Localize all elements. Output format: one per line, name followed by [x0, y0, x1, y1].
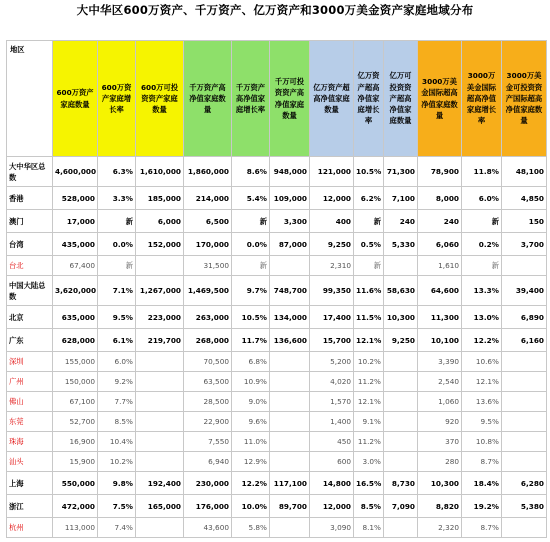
value-cell: 10.9%	[232, 372, 270, 392]
value-cell: 11.8%	[462, 157, 502, 187]
value-cell: 新	[232, 256, 270, 276]
value-cell: 6.0%	[462, 187, 502, 210]
value-cell: 19.2%	[462, 495, 502, 518]
value-cell	[384, 412, 418, 432]
value-cell: 87,000	[270, 233, 310, 256]
value-cell: 0.0%	[98, 233, 136, 256]
value-cell: 9.2%	[98, 372, 136, 392]
value-cell: 450	[310, 432, 354, 452]
region-row	[7, 472, 547, 495]
value-cell: 新	[232, 210, 270, 233]
value-cell	[270, 412, 310, 432]
value-cell: 新	[462, 256, 502, 276]
value-cell: 268,000	[184, 329, 232, 352]
value-cell: 12,000	[310, 187, 354, 210]
region-row	[7, 157, 547, 187]
value-cell: 10,100	[418, 329, 462, 352]
value-cell: 11.0%	[232, 432, 270, 452]
value-cell	[384, 256, 418, 276]
city-row	[7, 256, 547, 276]
value-cell: 0.0%	[232, 233, 270, 256]
value-cell: 71,300	[384, 157, 418, 187]
region-row	[7, 276, 547, 306]
value-cell: 新	[98, 256, 136, 276]
region-cell: 大中华区总数	[7, 157, 53, 187]
value-cell: 12.2%	[232, 472, 270, 495]
column-header: 千万可投资资产高净值家庭数量	[270, 41, 310, 157]
value-cell	[502, 256, 547, 276]
column-header: 3000万美金可投资资产国际超高净值家庭数量	[502, 41, 547, 157]
value-cell	[384, 352, 418, 372]
value-cell	[136, 392, 184, 412]
value-cell: 13.3%	[462, 276, 502, 306]
value-cell: 10.4%	[98, 432, 136, 452]
region-cell: 北京	[7, 306, 53, 329]
value-cell: 10.2%	[98, 452, 136, 472]
value-cell: 新	[462, 210, 502, 233]
column-header-region: 地区	[7, 41, 53, 157]
value-cell: 165,000	[136, 495, 184, 518]
value-cell: 15,700	[310, 329, 354, 352]
value-cell: 6.1%	[98, 329, 136, 352]
region-cell: 台北	[7, 256, 53, 276]
column-header: 亿万资产超高净值家庭增长率	[354, 41, 384, 157]
value-cell: 6.3%	[98, 157, 136, 187]
value-cell: 3.3%	[98, 187, 136, 210]
value-cell: 136,600	[270, 329, 310, 352]
value-cell: 6,160	[502, 329, 547, 352]
value-cell	[502, 392, 547, 412]
region-cell: 中国大陆总数	[7, 276, 53, 306]
value-cell	[270, 432, 310, 452]
region-row	[7, 187, 547, 210]
value-cell: 3,390	[418, 352, 462, 372]
value-cell: 10.5%	[354, 157, 384, 187]
value-cell: 12.2%	[462, 329, 502, 352]
value-cell	[502, 352, 547, 372]
city-row	[7, 412, 547, 432]
value-cell: 8.1%	[354, 518, 384, 538]
value-cell: 2,540	[418, 372, 462, 392]
value-cell: 117,100	[270, 472, 310, 495]
value-cell: 11.7%	[232, 329, 270, 352]
value-cell: 6.0%	[98, 352, 136, 372]
value-cell: 528,000	[53, 187, 98, 210]
value-cell: 10.6%	[462, 352, 502, 372]
value-cell	[136, 372, 184, 392]
value-cell: 263,000	[184, 306, 232, 329]
value-cell: 11.2%	[354, 432, 384, 452]
column-header: 亿万资产超高净值家庭数量	[310, 41, 354, 157]
value-cell	[502, 518, 547, 538]
value-cell	[384, 518, 418, 538]
value-cell: 4,600,000	[53, 157, 98, 187]
value-cell: 7.1%	[98, 276, 136, 306]
value-cell: 10,300	[384, 306, 418, 329]
value-cell: 230,000	[184, 472, 232, 495]
value-cell: 12.1%	[354, 329, 384, 352]
value-cell: 39,400	[502, 276, 547, 306]
value-cell: 223,000	[136, 306, 184, 329]
value-cell: 8.6%	[232, 157, 270, 187]
value-cell	[384, 392, 418, 412]
value-cell: 9,250	[310, 233, 354, 256]
value-cell: 5.8%	[232, 518, 270, 538]
value-cell: 8.7%	[462, 452, 502, 472]
value-cell	[136, 412, 184, 432]
value-cell: 240	[384, 210, 418, 233]
value-cell: 31,500	[184, 256, 232, 276]
value-cell: 6,940	[184, 452, 232, 472]
value-cell: 3,090	[310, 518, 354, 538]
region-cell: 杭州	[7, 518, 53, 538]
value-cell: 9.5%	[462, 412, 502, 432]
value-cell: 78,900	[418, 157, 462, 187]
value-cell: 89,700	[270, 495, 310, 518]
value-cell: 170,000	[184, 233, 232, 256]
value-cell: 16,900	[53, 432, 98, 452]
value-cell: 6,060	[418, 233, 462, 256]
value-cell: 11.2%	[354, 372, 384, 392]
value-cell: 948,000	[270, 157, 310, 187]
value-cell: 219,700	[136, 329, 184, 352]
value-cell: 1,860,000	[184, 157, 232, 187]
value-cell: 5,380	[502, 495, 547, 518]
value-cell: 7.7%	[98, 392, 136, 412]
value-cell: 22,900	[184, 412, 232, 432]
region-row	[7, 306, 547, 329]
region-cell: 佛山	[7, 392, 53, 412]
value-cell: 17,000	[53, 210, 98, 233]
region-row	[7, 210, 547, 233]
value-cell: 748,700	[270, 276, 310, 306]
value-cell: 52,700	[53, 412, 98, 432]
value-cell: 6,000	[136, 210, 184, 233]
value-cell: 70,500	[184, 352, 232, 372]
value-cell: 7,100	[384, 187, 418, 210]
value-cell: 121,000	[310, 157, 354, 187]
value-cell: 280	[418, 452, 462, 472]
value-cell: 635,000	[53, 306, 98, 329]
value-cell: 11,300	[418, 306, 462, 329]
value-cell: 14,800	[310, 472, 354, 495]
city-row	[7, 518, 547, 538]
region-cell: 汕头	[7, 452, 53, 472]
table-body	[7, 157, 547, 538]
value-cell: 3,700	[502, 233, 547, 256]
value-cell	[270, 452, 310, 472]
city-row	[7, 432, 547, 452]
value-cell: 12,000	[310, 495, 354, 518]
value-cell: 240	[418, 210, 462, 233]
value-cell: 10.5%	[232, 306, 270, 329]
value-cell: 628,000	[53, 329, 98, 352]
value-cell: 1,610,000	[136, 157, 184, 187]
value-cell: 400	[310, 210, 354, 233]
value-cell: 28,500	[184, 392, 232, 412]
value-cell: 1,570	[310, 392, 354, 412]
value-cell: 13.0%	[462, 306, 502, 329]
value-cell: 8.7%	[462, 518, 502, 538]
value-cell	[136, 518, 184, 538]
value-cell: 1,060	[418, 392, 462, 412]
value-cell: 550,000	[53, 472, 98, 495]
value-cell: 7,090	[384, 495, 418, 518]
value-cell: 1,267,000	[136, 276, 184, 306]
value-cell: 5,200	[310, 352, 354, 372]
value-cell: 176,000	[184, 495, 232, 518]
value-cell: 6.8%	[232, 352, 270, 372]
value-cell: 0.2%	[462, 233, 502, 256]
column-header: 600万资产家庭数量	[53, 41, 98, 157]
value-cell	[270, 352, 310, 372]
value-cell: 64,600	[418, 276, 462, 306]
value-cell: 3.0%	[354, 452, 384, 472]
value-cell: 600	[310, 452, 354, 472]
column-header: 600万可投资资产家庭数量	[136, 41, 184, 157]
value-cell: 8,730	[384, 472, 418, 495]
column-header: 3000万美金国际超高净值家庭增长率	[462, 41, 502, 157]
city-row	[7, 352, 547, 372]
value-cell: 9.1%	[354, 412, 384, 432]
value-cell: 8,820	[418, 495, 462, 518]
value-cell	[136, 432, 184, 452]
value-cell: 155,000	[53, 352, 98, 372]
value-cell: 新	[354, 210, 384, 233]
value-cell	[136, 452, 184, 472]
value-cell: 1,469,500	[184, 276, 232, 306]
value-cell: 7,550	[184, 432, 232, 452]
value-cell	[502, 452, 547, 472]
value-cell: 6.2%	[354, 187, 384, 210]
value-cell	[384, 452, 418, 472]
value-cell: 0.5%	[354, 233, 384, 256]
value-cell: 370	[418, 432, 462, 452]
value-cell: 9,250	[384, 329, 418, 352]
city-row	[7, 452, 547, 472]
value-cell: 4,020	[310, 372, 354, 392]
value-cell: 9.0%	[232, 392, 270, 412]
value-cell: 12.9%	[232, 452, 270, 472]
value-cell: 6,280	[502, 472, 547, 495]
value-cell: 8.5%	[98, 412, 136, 432]
region-cell: 深圳	[7, 352, 53, 372]
value-cell	[384, 372, 418, 392]
value-cell: 10.2%	[354, 352, 384, 372]
value-cell: 6,890	[502, 306, 547, 329]
region-cell: 澳门	[7, 210, 53, 233]
value-cell: 113,000	[53, 518, 98, 538]
value-cell: 63,500	[184, 372, 232, 392]
value-cell: 9.5%	[98, 306, 136, 329]
value-cell: 192,400	[136, 472, 184, 495]
city-row	[7, 392, 547, 412]
value-cell: 150	[502, 210, 547, 233]
value-cell: 214,000	[184, 187, 232, 210]
value-cell: 11.5%	[354, 306, 384, 329]
value-cell: 13.6%	[462, 392, 502, 412]
region-cell: 浙江	[7, 495, 53, 518]
value-cell: 4,850	[502, 187, 547, 210]
value-cell: 7.4%	[98, 518, 136, 538]
value-cell: 920	[418, 412, 462, 432]
value-cell: 150,000	[53, 372, 98, 392]
value-cell: 472,000	[53, 495, 98, 518]
value-cell	[502, 432, 547, 452]
value-cell: 2,320	[418, 518, 462, 538]
value-cell: 58,630	[384, 276, 418, 306]
region-cell: 东莞	[7, 412, 53, 432]
page-title: 大中华区600万资产、千万资产、亿万资产和3000万美金资产家庭地域分布	[76, 3, 474, 17]
value-cell: 8,000	[418, 187, 462, 210]
value-cell: 185,000	[136, 187, 184, 210]
value-cell	[136, 352, 184, 372]
city-row	[7, 372, 547, 392]
value-cell: 16.5%	[354, 472, 384, 495]
value-cell: 435,000	[53, 233, 98, 256]
value-cell: 新	[98, 210, 136, 233]
value-cell: 新	[354, 256, 384, 276]
region-cell: 台湾	[7, 233, 53, 256]
value-cell: 134,000	[270, 306, 310, 329]
region-row	[7, 495, 547, 518]
value-cell: 17,400	[310, 306, 354, 329]
region-cell: 香港	[7, 187, 53, 210]
value-cell	[270, 392, 310, 412]
value-cell: 10,300	[418, 472, 462, 495]
value-cell: 12.1%	[354, 392, 384, 412]
value-cell: 67,400	[53, 256, 98, 276]
value-cell: 18.4%	[462, 472, 502, 495]
value-cell: 99,350	[310, 276, 354, 306]
value-cell	[502, 372, 547, 392]
value-cell: 12.1%	[462, 372, 502, 392]
value-cell: 152,000	[136, 233, 184, 256]
value-cell	[270, 256, 310, 276]
value-cell: 109,000	[270, 187, 310, 210]
region-cell: 上海	[7, 472, 53, 495]
value-cell	[384, 432, 418, 452]
column-header: 亿万可投资资产超高净值家庭数量	[384, 41, 418, 157]
column-header: 千万资产高净值家庭增长率	[232, 41, 270, 157]
column-header: 3000万美金国际超高净值家庭数量	[418, 41, 462, 157]
value-cell: 1,610	[418, 256, 462, 276]
region-row	[7, 233, 547, 256]
column-header: 600万资产家庭增长率	[98, 41, 136, 157]
value-cell	[270, 372, 310, 392]
value-cell: 48,100	[502, 157, 547, 187]
region-cell: 珠海	[7, 432, 53, 452]
value-cell: 11.6%	[354, 276, 384, 306]
value-cell: 67,100	[53, 392, 98, 412]
wealth-distribution-table	[6, 40, 547, 538]
value-cell	[136, 256, 184, 276]
value-cell: 9.8%	[98, 472, 136, 495]
column-header: 千万资产高净值家庭数量	[184, 41, 232, 157]
value-cell: 9.7%	[232, 276, 270, 306]
value-cell: 7.5%	[98, 495, 136, 518]
value-cell: 2,310	[310, 256, 354, 276]
value-cell	[270, 518, 310, 538]
value-cell: 5,330	[384, 233, 418, 256]
value-cell: 6,500	[184, 210, 232, 233]
value-cell: 10.0%	[232, 495, 270, 518]
value-cell: 1,400	[310, 412, 354, 432]
value-cell: 43,600	[184, 518, 232, 538]
value-cell: 8.5%	[354, 495, 384, 518]
header-row	[7, 41, 547, 157]
value-cell: 9.6%	[232, 412, 270, 432]
value-cell: 10.8%	[462, 432, 502, 452]
value-cell: 5.4%	[232, 187, 270, 210]
value-cell	[502, 412, 547, 432]
value-cell: 15,900	[53, 452, 98, 472]
value-cell: 3,300	[270, 210, 310, 233]
value-cell: 3,620,000	[53, 276, 98, 306]
region-row	[7, 329, 547, 352]
region-cell: 广州	[7, 372, 53, 392]
region-cell: 广东	[7, 329, 53, 352]
